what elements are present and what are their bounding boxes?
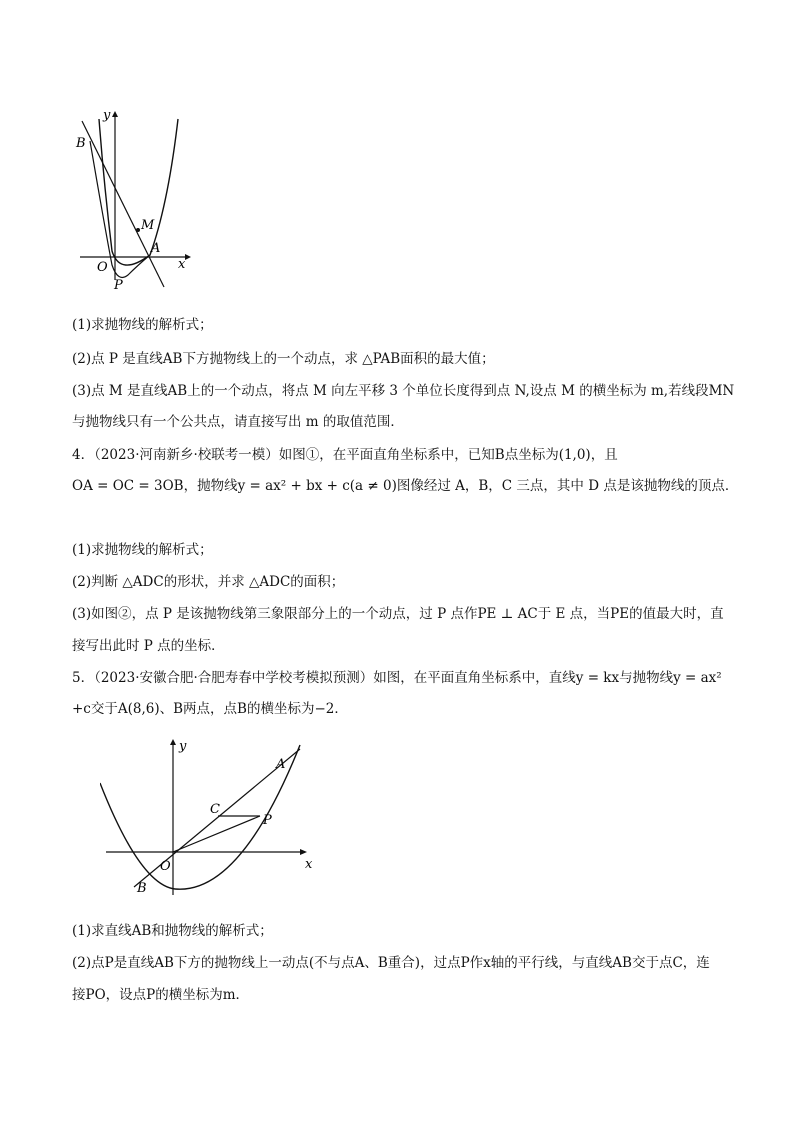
figure-1 xyxy=(72,105,202,295)
problem4-part1: (1)求抛物线的解析式； xyxy=(72,542,213,558)
label-y: y xyxy=(103,108,111,123)
label-m: M xyxy=(141,218,155,233)
label-c: C xyxy=(210,802,220,817)
problem5-stem-line2: +c交于A(8,6)、B两点，点B的横坐标为−2． xyxy=(72,701,348,717)
problem5-part1: (1)求直线AB和抛物线的解析式； xyxy=(72,923,273,939)
x-axis-arrow xyxy=(185,254,191,260)
problem3-part2: (2)点 P 是直线AB下方抛物线上的一个动点，求 △PAB面积的最大值； xyxy=(72,351,495,367)
label-b: B xyxy=(137,881,147,896)
problem4-part3-line2: 接写出此时 P 点的坐标． xyxy=(72,638,225,654)
problem4-stem-line2: OA = OC = 3OB，抛物线y = ax² + bx + c(a ≠ 0)图像经过 A，B，C 三点，其中 D 点是该抛物线的顶点． xyxy=(72,478,739,494)
label-o: O xyxy=(97,260,108,275)
parabola-1 xyxy=(99,119,178,265)
problem4-part3-line1: (3)如图②，点 P 是该抛物线第三象限部分上的一个动点，过 P 点作PE ⊥ AC于 E 点，当PE的值最大时，直 xyxy=(72,606,724,622)
label-a: A xyxy=(151,241,161,256)
label-y: y xyxy=(179,739,187,754)
label-o: O xyxy=(160,859,171,874)
problem5-part2-line1: (2)点P是直线AB下方的抛物线上一动点(不与点A、B重合)，过点P作x轴的平行线，与直线AB交于点C，连 xyxy=(72,955,710,971)
label-p: P xyxy=(114,278,123,293)
y-axis-arrow xyxy=(170,739,176,745)
label-b: B xyxy=(76,136,86,151)
line-ab xyxy=(82,121,164,287)
label-x: x xyxy=(305,857,313,872)
problem3-part3-line2: 与抛物线只有一个公共点，请直接写出 m 的取值范围． xyxy=(72,414,404,430)
label-p: P xyxy=(263,813,272,828)
problem5-part2-line2: 接PO，设点P的横坐标为m． xyxy=(72,987,250,1003)
problem3-part1: (1)求抛物线的解析式； xyxy=(72,317,213,333)
problem3-part3-line1: (3)点 M 是直线AB上的一个动点，将点 M 向左平移 3 个单位长度得到点 N,设点 M 的横坐标为 m,若线段MN xyxy=(72,383,735,399)
problem4-stem-line1: 4．（2023·河南新乡·校联考一模）如图①，在平面直角坐标系中，已知B点坐标为(1,0)，且 xyxy=(72,447,618,463)
y-axis-arrow xyxy=(112,111,118,117)
point-m xyxy=(136,228,140,232)
x-axis-arrow xyxy=(300,849,307,855)
figure-2 xyxy=(100,735,325,900)
label-x: x xyxy=(178,257,186,272)
label-a: A xyxy=(276,757,286,772)
problem5-stem-line1: 5．（2023·安徽合肥·合肥寿春中学校考模拟预测）如图，在平面直角坐标系中，直线y = kx与抛物线y = ax² xyxy=(72,670,722,686)
problem4-part2: (2)判断 △ADC的形状，并求 △ADC的面积； xyxy=(72,574,345,590)
